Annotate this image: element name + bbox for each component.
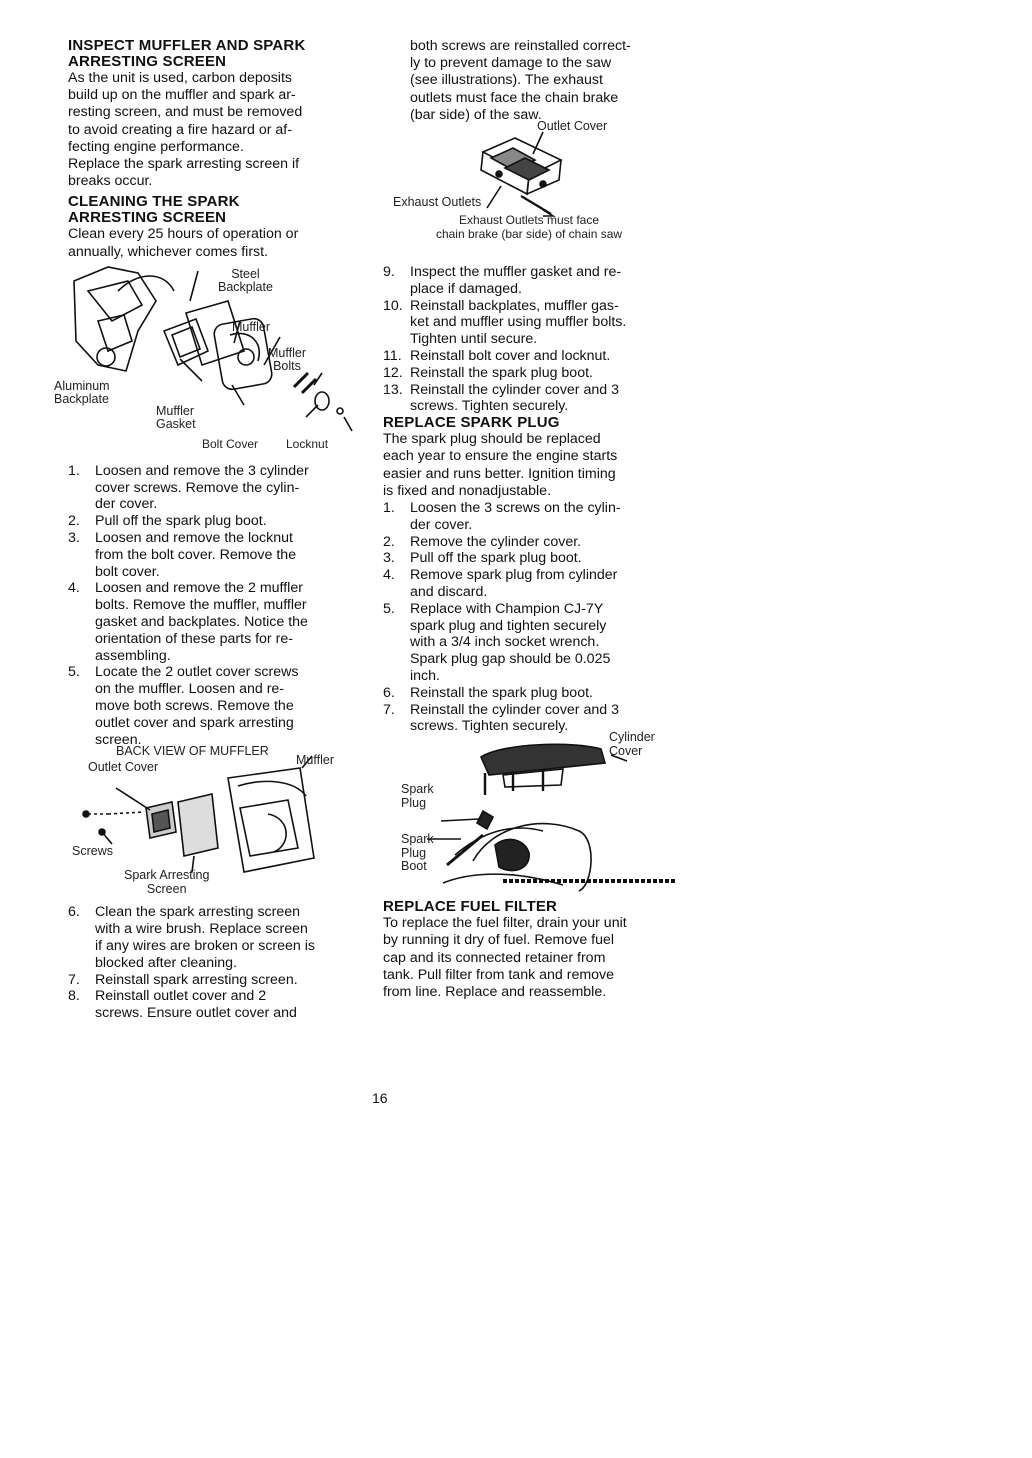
text-line: Locate the 2 outlet cover screws — [95, 664, 299, 681]
label-spark-arresting-screen — [124, 869, 209, 896]
text-line: Remove spark plug from cylinder — [410, 567, 618, 584]
text-line: Inspect the muffler gasket and re- — [410, 264, 622, 281]
text-line: Clean the spark arresting screen — [95, 904, 301, 921]
label-bolt-cover: Bolt Cover — [202, 436, 259, 451]
text-line: resting screen, and must be removed — [68, 104, 303, 121]
step-number: 11. — [383, 348, 402, 364]
text-line: Pull off the spark plug boot. — [410, 550, 582, 567]
heading-inspect-muffler — [68, 38, 360, 70]
steps-list-6-8 — [68, 904, 360, 1022]
text-line: bolts. Remove the muffler, muffler — [95, 597, 307, 614]
back-view-muffler-illustration — [68, 744, 360, 904]
label-cylinder-cover — [609, 731, 655, 758]
text-line: ly to prevent damage to the saw — [410, 55, 612, 72]
list-item — [68, 463, 360, 513]
paragraph-spark-plug — [383, 431, 675, 500]
step-number: 4. — [68, 580, 80, 597]
caption-line: Exhaust Outlets must face — [458, 213, 600, 228]
paragraph-replace-screen — [68, 156, 360, 190]
step-number: 4. — [383, 567, 395, 584]
text-line: Pull off the spark plug boot. — [95, 513, 267, 530]
list-item — [383, 500, 675, 534]
page-number: 16 — [372, 1090, 388, 1106]
list-item — [68, 664, 360, 748]
label-muffler-gasket — [156, 405, 196, 432]
list-item — [383, 264, 675, 298]
text-line: Loosen and remove the 3 cylinder — [95, 462, 309, 479]
muffler-exploded-illustration — [54, 261, 360, 463]
text-line: spark plug and tighten securely — [410, 617, 607, 634]
paragraph-continuation — [383, 38, 675, 124]
muffler-exploded-drawing — [68, 261, 360, 463]
list-item — [383, 365, 675, 382]
spark-plug-illustration — [383, 730, 675, 899]
label-line: Screen — [146, 881, 187, 896]
text-line: gasket and backplates. Notice the — [95, 614, 308, 630]
label-spark-plug — [401, 783, 434, 810]
caption-line: chain brake (bar side) of chain saw — [435, 226, 623, 241]
text-line: (see illustrations). The exhaust — [410, 72, 603, 89]
text-line: Loosen the 3 screws on the cylin- — [410, 500, 621, 516]
list-item — [68, 988, 360, 1022]
text-line: breaks occur. — [68, 173, 153, 190]
figure-title: BACK VIEW OF MUFFLER — [116, 744, 269, 759]
text-line: Reinstall backplates, muffler gas- — [410, 297, 619, 314]
text-line: easier and runs better. Ignition timing — [383, 465, 616, 482]
heading-replace-spark-plug: REPLACE SPARK PLUG — [383, 414, 560, 432]
list-item — [383, 298, 675, 348]
text-line: Reinstall outlet cover and 2 — [95, 988, 267, 1005]
text-line: to avoid creating a fire hazard or af- — [68, 121, 292, 138]
step-number: 5. — [383, 600, 395, 617]
step-number: 7. — [383, 701, 395, 718]
text-line: annually, whichever comes first. — [68, 243, 269, 260]
text-line: by running it dry of fuel. Remove fuel — [383, 932, 615, 949]
step-number: 2. — [68, 513, 80, 530]
text-line: Replace the spark arresting screen if — [68, 156, 300, 173]
list-item — [68, 904, 360, 971]
text-line: bolt cover. — [95, 563, 160, 580]
step-number: 9. — [383, 264, 395, 281]
text-line: screws. Ensure outlet cover and — [95, 1005, 297, 1022]
heading-line: ARRESTING SCREEN — [68, 209, 227, 227]
text-line: Reinstall the spark plug boot. — [410, 684, 593, 701]
step-number: 10. — [383, 297, 403, 314]
text-line: is fixed and nonadjustable. — [383, 482, 552, 499]
text-line: To replace the fuel filter, drain your unit — [383, 915, 627, 932]
text-line: cover screws. Remove the cylin- — [95, 479, 300, 496]
text-line: der cover. — [95, 496, 158, 513]
label-line: Plug — [401, 795, 427, 810]
text-line: from line. Replace and reassemble. — [383, 983, 607, 1000]
text-line: screen. — [95, 731, 142, 748]
steps-list-spark-plug — [383, 500, 675, 735]
text-line: from the bolt cover. Remove the — [95, 546, 297, 563]
outlet-cover-drawing — [383, 124, 675, 264]
heading-line: CLEANING THE SPARK — [68, 193, 240, 211]
list-item — [383, 685, 675, 702]
step-number: 12. — [383, 364, 403, 381]
heading-line: INSPECT MUFFLER AND SPARK — [68, 37, 306, 54]
paragraph-clean-every — [68, 226, 360, 260]
step-number: 2. — [383, 533, 395, 550]
label-line: Cylinder — [609, 730, 655, 745]
outlet-cover-illustration — [383, 119, 675, 264]
heading-cleaning-screen — [68, 194, 360, 226]
label-screws: Screws — [72, 844, 113, 859]
label-spark-plug-boot — [401, 833, 434, 874]
label-outlet-cover: Outlet Cover — [88, 760, 159, 775]
step-number: 8. — [68, 988, 80, 1005]
text-line: move both screws. Remove the — [95, 697, 294, 714]
label-line: Backplate — [54, 392, 109, 407]
text-line: Reinstall the spark plug boot. — [410, 364, 593, 381]
list-item — [383, 601, 675, 685]
text-line: both screws are reinstalled correct- — [410, 38, 631, 54]
step-number: 3. — [383, 550, 395, 567]
spark-plug-drawing — [383, 735, 675, 899]
text-line: Reinstall the cylinder cover and 3 — [410, 381, 619, 398]
label-line: Cover — [609, 743, 643, 758]
label-steel-backplate — [218, 268, 273, 295]
list-item — [68, 972, 360, 989]
text-line: Clean every 25 hours of operation or — [68, 226, 299, 243]
text-line: Spark plug gap should be 0.025 — [410, 651, 611, 668]
list-item — [68, 530, 360, 580]
text-line: Replace with Champion CJ-7Y — [410, 600, 604, 617]
step-number: 7. — [68, 971, 80, 988]
text-line: on the muffler. Loosen and re- — [95, 681, 285, 698]
list-item — [383, 348, 675, 365]
text-line: assembling. — [95, 647, 171, 664]
right-column — [383, 38, 675, 1001]
label-outlet-cover: Outlet Cover — [537, 119, 608, 134]
list-item — [383, 567, 675, 601]
list-item — [383, 550, 675, 567]
paragraph-carbon-deposits — [68, 70, 360, 156]
label-line: Muffler — [268, 345, 306, 360]
text-line: cap and its connected retainer from — [383, 949, 606, 966]
step-number: 1. — [383, 500, 395, 516]
left-column — [54, 37, 360, 1022]
text-line: Reinstall the cylinder cover and 3 — [410, 701, 619, 718]
text-line: Loosen and remove the locknut — [95, 530, 293, 547]
label-line: Steel — [231, 266, 260, 281]
text-line: fecting engine performance. — [68, 138, 244, 155]
text-line: outlets must face the chain brake — [410, 89, 619, 106]
text-line: and discard. — [410, 583, 488, 600]
step-number: 13. — [383, 381, 403, 398]
text-line: der cover. — [410, 516, 473, 533]
text-line: screws. Tighten securely. — [410, 718, 569, 735]
step-number: 6. — [383, 684, 395, 701]
heading-line: ARRESTING SCREEN — [68, 53, 227, 70]
step-number: 6. — [68, 904, 80, 921]
label-line: Gasket — [156, 417, 196, 432]
text-line: screws. Tighten securely. — [410, 398, 569, 415]
label-line: Boot — [401, 859, 427, 874]
label-locknut: Locknut — [286, 436, 329, 451]
label-line: Backplate — [218, 280, 273, 295]
text-line: orientation of these parts for re- — [95, 630, 293, 647]
list-item — [68, 513, 360, 530]
label-muffler: Muffler — [296, 753, 334, 768]
list-item — [383, 382, 675, 416]
list-item — [383, 534, 675, 551]
text-line: Remove the cylinder cover. — [410, 533, 582, 550]
heading-replace-fuel-filter: REPLACE FUEL FILTER — [383, 898, 558, 916]
label-muffler: Muffler — [232, 319, 270, 334]
text-line: ket and muffler using muffler bolts. — [410, 314, 627, 331]
text-line: Loosen and remove the 2 muffler — [95, 580, 303, 597]
label-line: Spark — [401, 832, 434, 847]
label-line: Muffler — [156, 403, 194, 418]
text-line: inch. — [410, 667, 440, 684]
step-number: 1. — [68, 462, 80, 479]
label-muffler-bolts — [268, 347, 306, 374]
text-line: Reinstall bolt cover and locknut. — [410, 348, 611, 364]
label-exhaust-outlets: Exhaust Outlets — [393, 195, 482, 210]
text-line: with a wire brush. Replace screen — [95, 921, 308, 938]
text-line: build up on the muffler and spark ar- — [68, 87, 296, 104]
label-line: Spark Arresting — [124, 868, 210, 883]
label-line: Plug — [401, 845, 427, 860]
text-line: As the unit is used, carbon deposits — [68, 70, 292, 86]
list-item — [68, 580, 360, 664]
step-number: 3. — [68, 530, 80, 547]
text-line: with a 3/4 inch socket wrench. — [410, 634, 600, 651]
text-line: outlet cover and spark arresting — [95, 714, 294, 731]
step-number: 5. — [68, 664, 80, 681]
label-line: Aluminum — [54, 378, 110, 393]
paragraph-fuel-filter — [383, 915, 675, 1001]
text-line: each year to ensure the engine starts — [383, 448, 618, 465]
text-line: The spark plug should be replaced — [383, 431, 601, 448]
label-aluminum-backplate — [54, 380, 110, 407]
figure-caption — [383, 214, 675, 241]
text-line: (bar side) of the saw. — [410, 106, 542, 123]
text-line: if any wires are broken or screen is — [95, 937, 315, 954]
text-line: Reinstall spark arresting screen. — [95, 971, 298, 988]
text-line: blocked after cleaning. — [95, 954, 237, 971]
label-line: Bolts — [273, 359, 301, 374]
text-line: tank. Pull filter from tank and remove — [383, 966, 615, 983]
label-line: Spark — [401, 782, 434, 797]
text-line: place if damaged. — [410, 280, 522, 297]
steps-list-1-5 — [68, 463, 360, 749]
steps-list-9-13 — [383, 264, 675, 415]
text-line: Tighten until secure. — [410, 331, 538, 348]
